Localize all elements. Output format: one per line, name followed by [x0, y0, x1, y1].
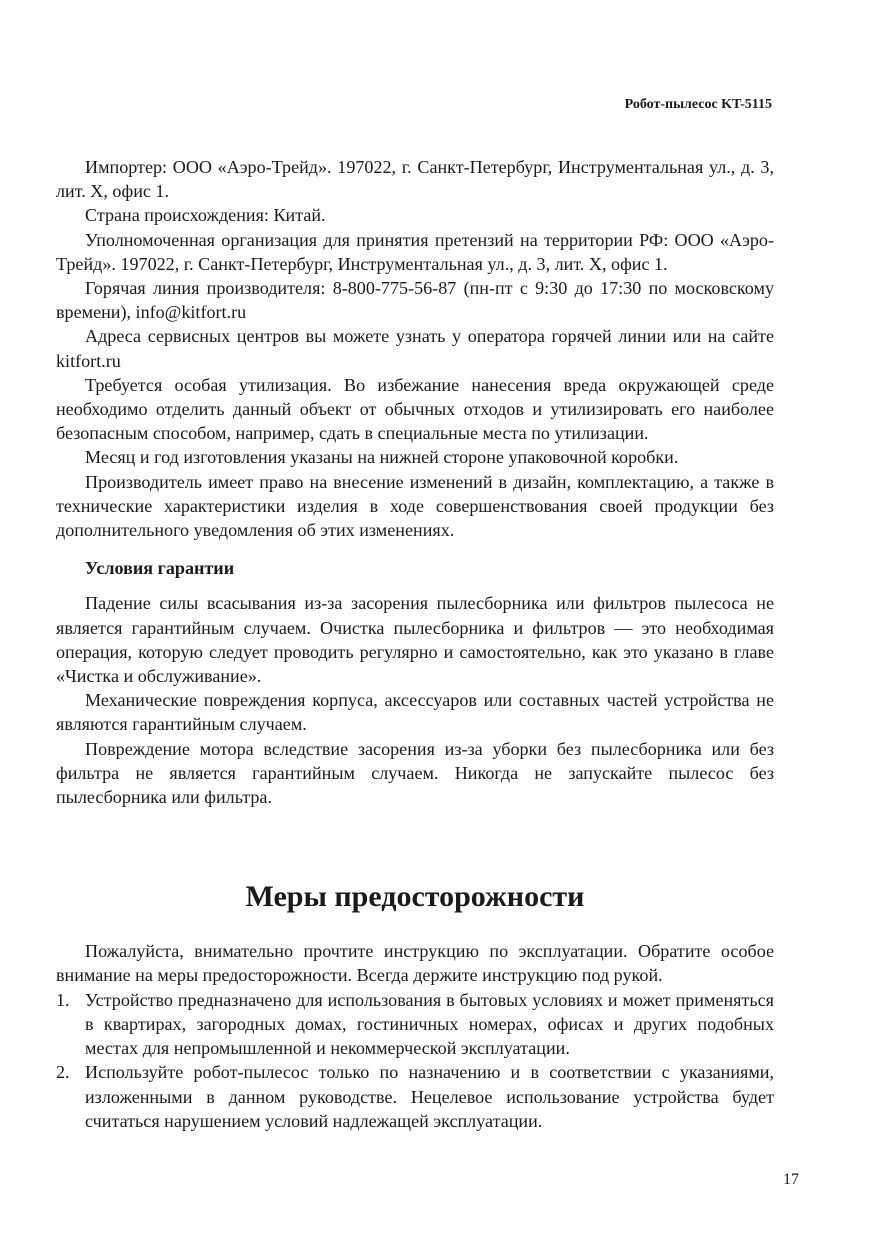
- precautions-list: [56, 988, 774, 1133]
- list-item: [56, 988, 774, 1061]
- page-content: [56, 155, 774, 1133]
- manufacturer-rights-paragraph: Производитель имеет право на внесение изменений в дизайн, комплектацию, а также в технические характеристики изделия в ходе совершенствования своей продукции без дополнительного уведомления об этих изменениях.: [56, 471, 774, 541]
- hotline-paragraph: Горячая линия производителя: 8-800-775-56-87 (пн-пт с 9:30 до 17:30 по московскому времени), info@kitfort.ru: [56, 278, 774, 323]
- warranty-paragraph: Повреждение мотора вследствие засорения из-за уборки без пылесборника или без фильтра не является гарантийным случаем. Никогда не запускайте пылесос без пылесборника или фильтра.: [56, 738, 774, 808]
- list-item-number: 1.: [56, 989, 70, 1010]
- warranty-paragraph: Механические повреждения корпуса, аксессуаров или составных частей устройства не являются гарантийным случаем.: [56, 690, 774, 735]
- importer-paragraph: Импортер: ООО «Аэро-Трейд». 197022, г. Санкт-Петербург, Инструментальная ул., д. 3, лит. Х, офис 1.: [56, 157, 774, 202]
- list-item-text: Используйте робот-пылесос только по назначению и в соответствии с указаниями, изложенными в данном руководстве. Нецелевое использование устройства будет считаться нарушением условий надлежащей эксплуатации.: [85, 1062, 774, 1131]
- list-item-number: 2.: [56, 1062, 70, 1083]
- page-number: 17: [783, 1171, 799, 1188]
- warranty-heading: Условия гарантии: [85, 558, 235, 579]
- precautions-intro: Пожалуйста, внимательно прочтите инструкцию по эксплуатации. Обратите особое внимание на меры предосторожности. Всегда держите инструкцию под рукой.: [56, 941, 774, 986]
- manufacture-date-paragraph: Месяц и год изготовления указаны на нижней стороне упаковочной коробки.: [85, 447, 679, 468]
- disposal-paragraph: Требуется особая утилизация. Во избежание нанесения вреда окружающей среде необходимо отделить данный объект от обычных отходов и утилизировать его наиболее безопасным способом, например, сдать в специальные места по утилизации.: [56, 374, 774, 444]
- claims-organization-paragraph: Уполномоченная организация для принятия претензий на территории РФ: ООО «Аэро-Трейд». 197022, г. Санкт-Петербург, Инструментальная ул., д. 3, лит. Х, офис 1.: [56, 229, 774, 274]
- warranty-paragraph: Падение силы всасывания из-за засорения пылесборника или фильтров пылесоса не является гарантийным случаем. Очистка пылесборника и фильтров — это необходимая операция, которую следует проводить регулярно и самостоятельно, как это указано в главе «Чистка и обслуживание».: [56, 593, 774, 687]
- country-paragraph: Страна происхождения: Китай.: [85, 205, 326, 226]
- service-centers-paragraph: Адреса сервисных центров вы можете узнать у оператора горячей линии или на сайте kitfort.ru: [56, 326, 774, 371]
- list-item: [56, 1060, 774, 1133]
- section-title: Меры предосторожности: [245, 880, 585, 914]
- running-header: Робот-пылесос KT-5115: [624, 97, 772, 112]
- list-item-text: Устройство предназначено для использования в бытовых условиях и может применяться в квартирах, загородных домах, гостиничных номерах, офисах и других подобных местах для непромышленной и некоммерческой эксплуатации.: [85, 989, 774, 1059]
